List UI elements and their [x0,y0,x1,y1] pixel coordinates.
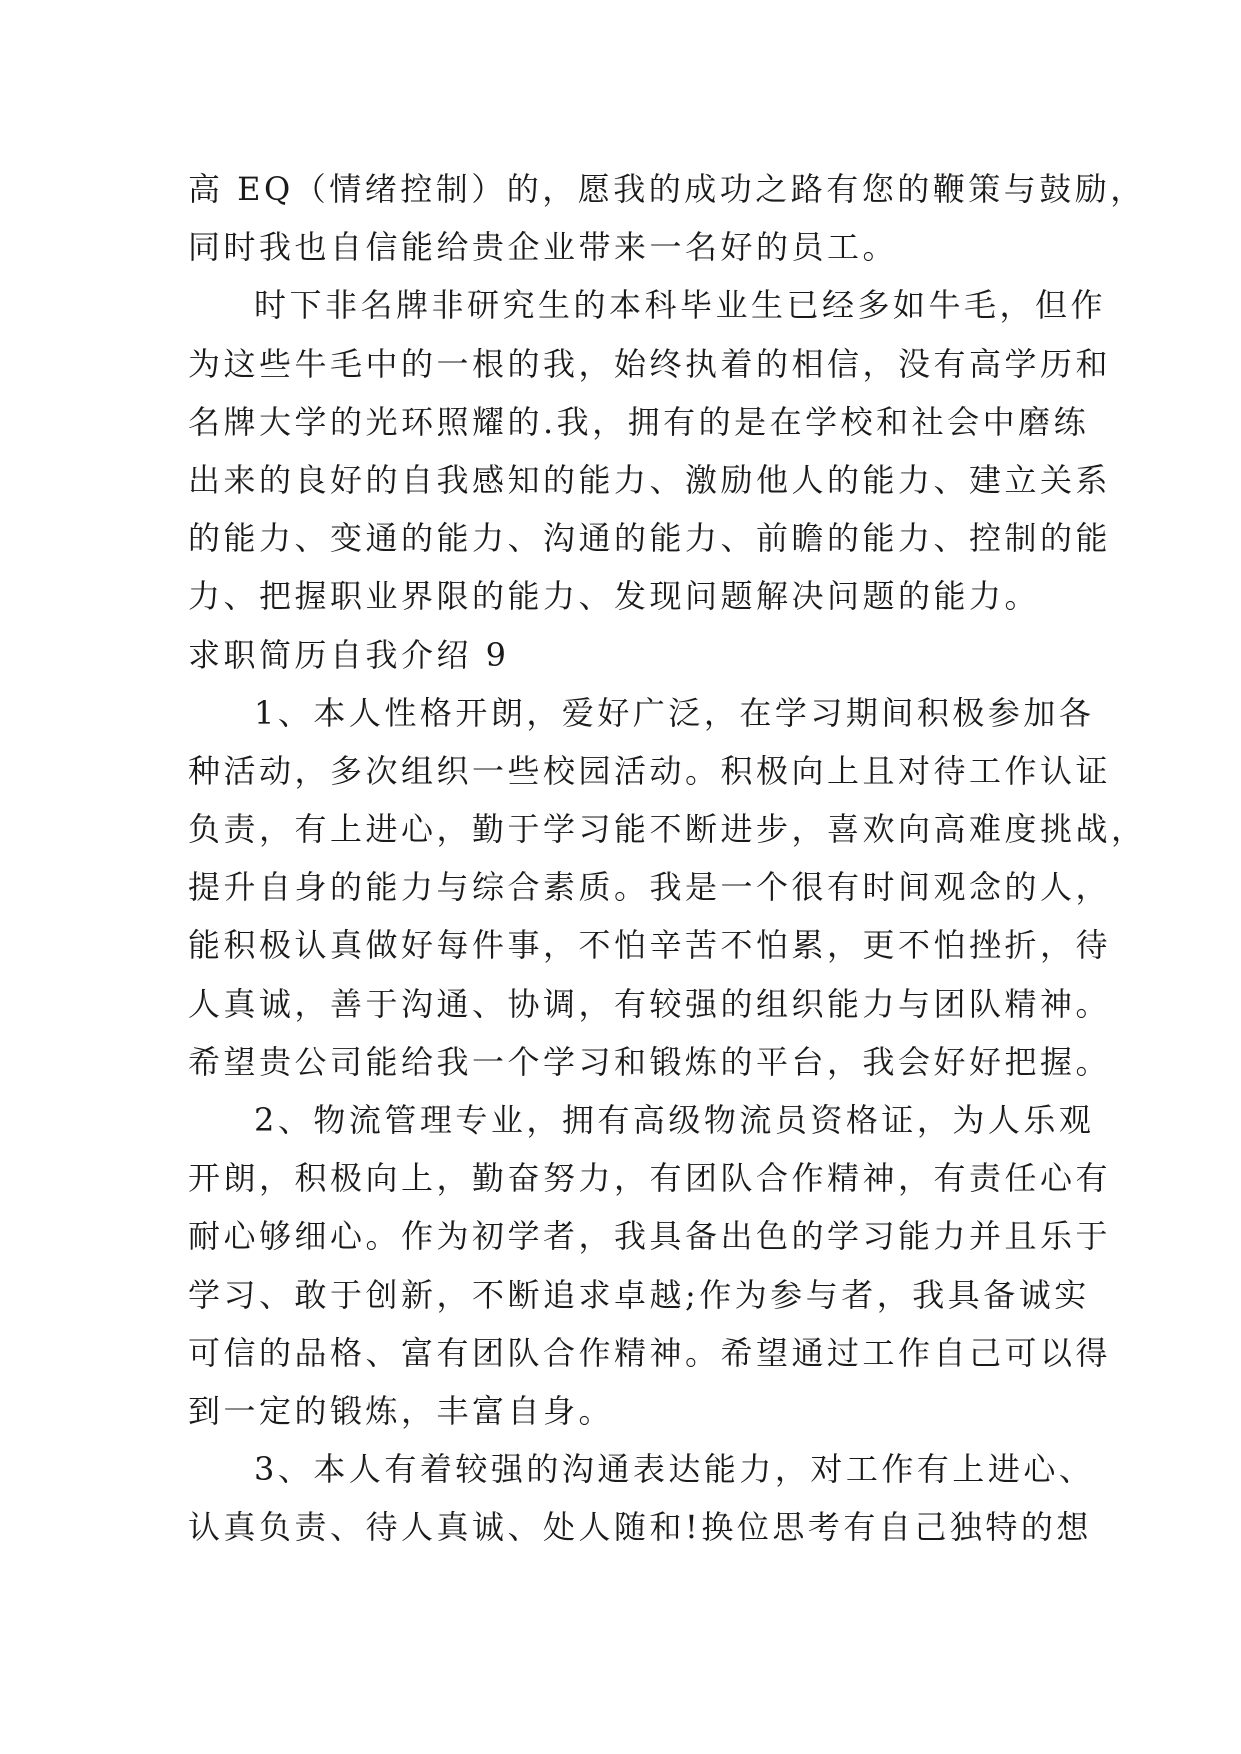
text-line: 学习、敢于创新，不断追求卓越;作为参与者，我具备诚实 [188,1275,1090,1314]
text-line: 人真诚，善于沟通、协调，有较强的组织能力与团队精神。 [188,984,1112,1023]
text-line: 2、物流管理专业，拥有高级物流员资格证，为人乐观 [254,1101,1095,1139]
text-line: 1、本人性格开朗，爱好广泛，在学习期间积极参加各 [254,693,1095,732]
text-line: 3、本人有着较强的沟通表达能力，对工作有上进心、 [254,1450,1095,1489]
section-heading: 求职简历自我介绍 9 [188,635,510,674]
text-line: 提升自身的能力与综合素质。我是一个很有时间观念的人， [188,868,1112,907]
text-line: 耐心够细心。作为初学者，我具备出色的学习能力并且乐于 [188,1217,1112,1256]
text-line: 时下非名牌非研究生的本科毕业生已经多如牛毛，但作 [254,286,1107,325]
text-line: 出来的良好的自我感知的能力、激励他人的能力、建立关系 [188,460,1112,499]
text-line: 能积极认真做好每件事，不怕辛苦不怕累，更不怕挫折，待 [188,926,1112,965]
text-line: 的能力、变通的能力、沟通的能力、前瞻的能力、控制的能 [188,519,1112,558]
text-line: 种活动，多次组织一些校园活动。积极向上且对待工作认证 [188,751,1112,790]
text-line: 为这些牛毛中的一根的我，始终执着的相信，没有高学历和 [188,344,1112,383]
text-line: 希望贵公司能给我一个学习和锻炼的平台，我会好好把握。 [188,1042,1112,1081]
text-line: 可信的品格、富有团队合作精神。希望通过工作自己可以得 [188,1333,1112,1372]
document-body [188,160,1147,1557]
text-line: 高 EQ（情绪控制）的，愿我的成功之路有您的鞭策与鼓励， [188,170,1146,208]
text-line: 到一定的锻炼，丰富自身。 [188,1391,615,1430]
text-line: 认真负责、待人真诚、处人随和!换位思考有自己独特的想 [188,1508,1092,1547]
text-line: 同时我也自信能给贵企业带来一名好的员工。 [188,228,899,267]
text-line: 开朗，积极向上，勤奋努力，有团队合作精神，有责任心有 [188,1159,1112,1198]
text-line: 负责，有上进心，勤于学习能不断进步，喜欢向高难度挑战， [188,810,1147,849]
text-line: 力、把握职业界限的能力、发现问题解决问题的能力。 [188,577,1041,616]
text-line: 名牌大学的光环照耀的.我，拥有的是在学校和社会中磨练 [188,402,1090,441]
